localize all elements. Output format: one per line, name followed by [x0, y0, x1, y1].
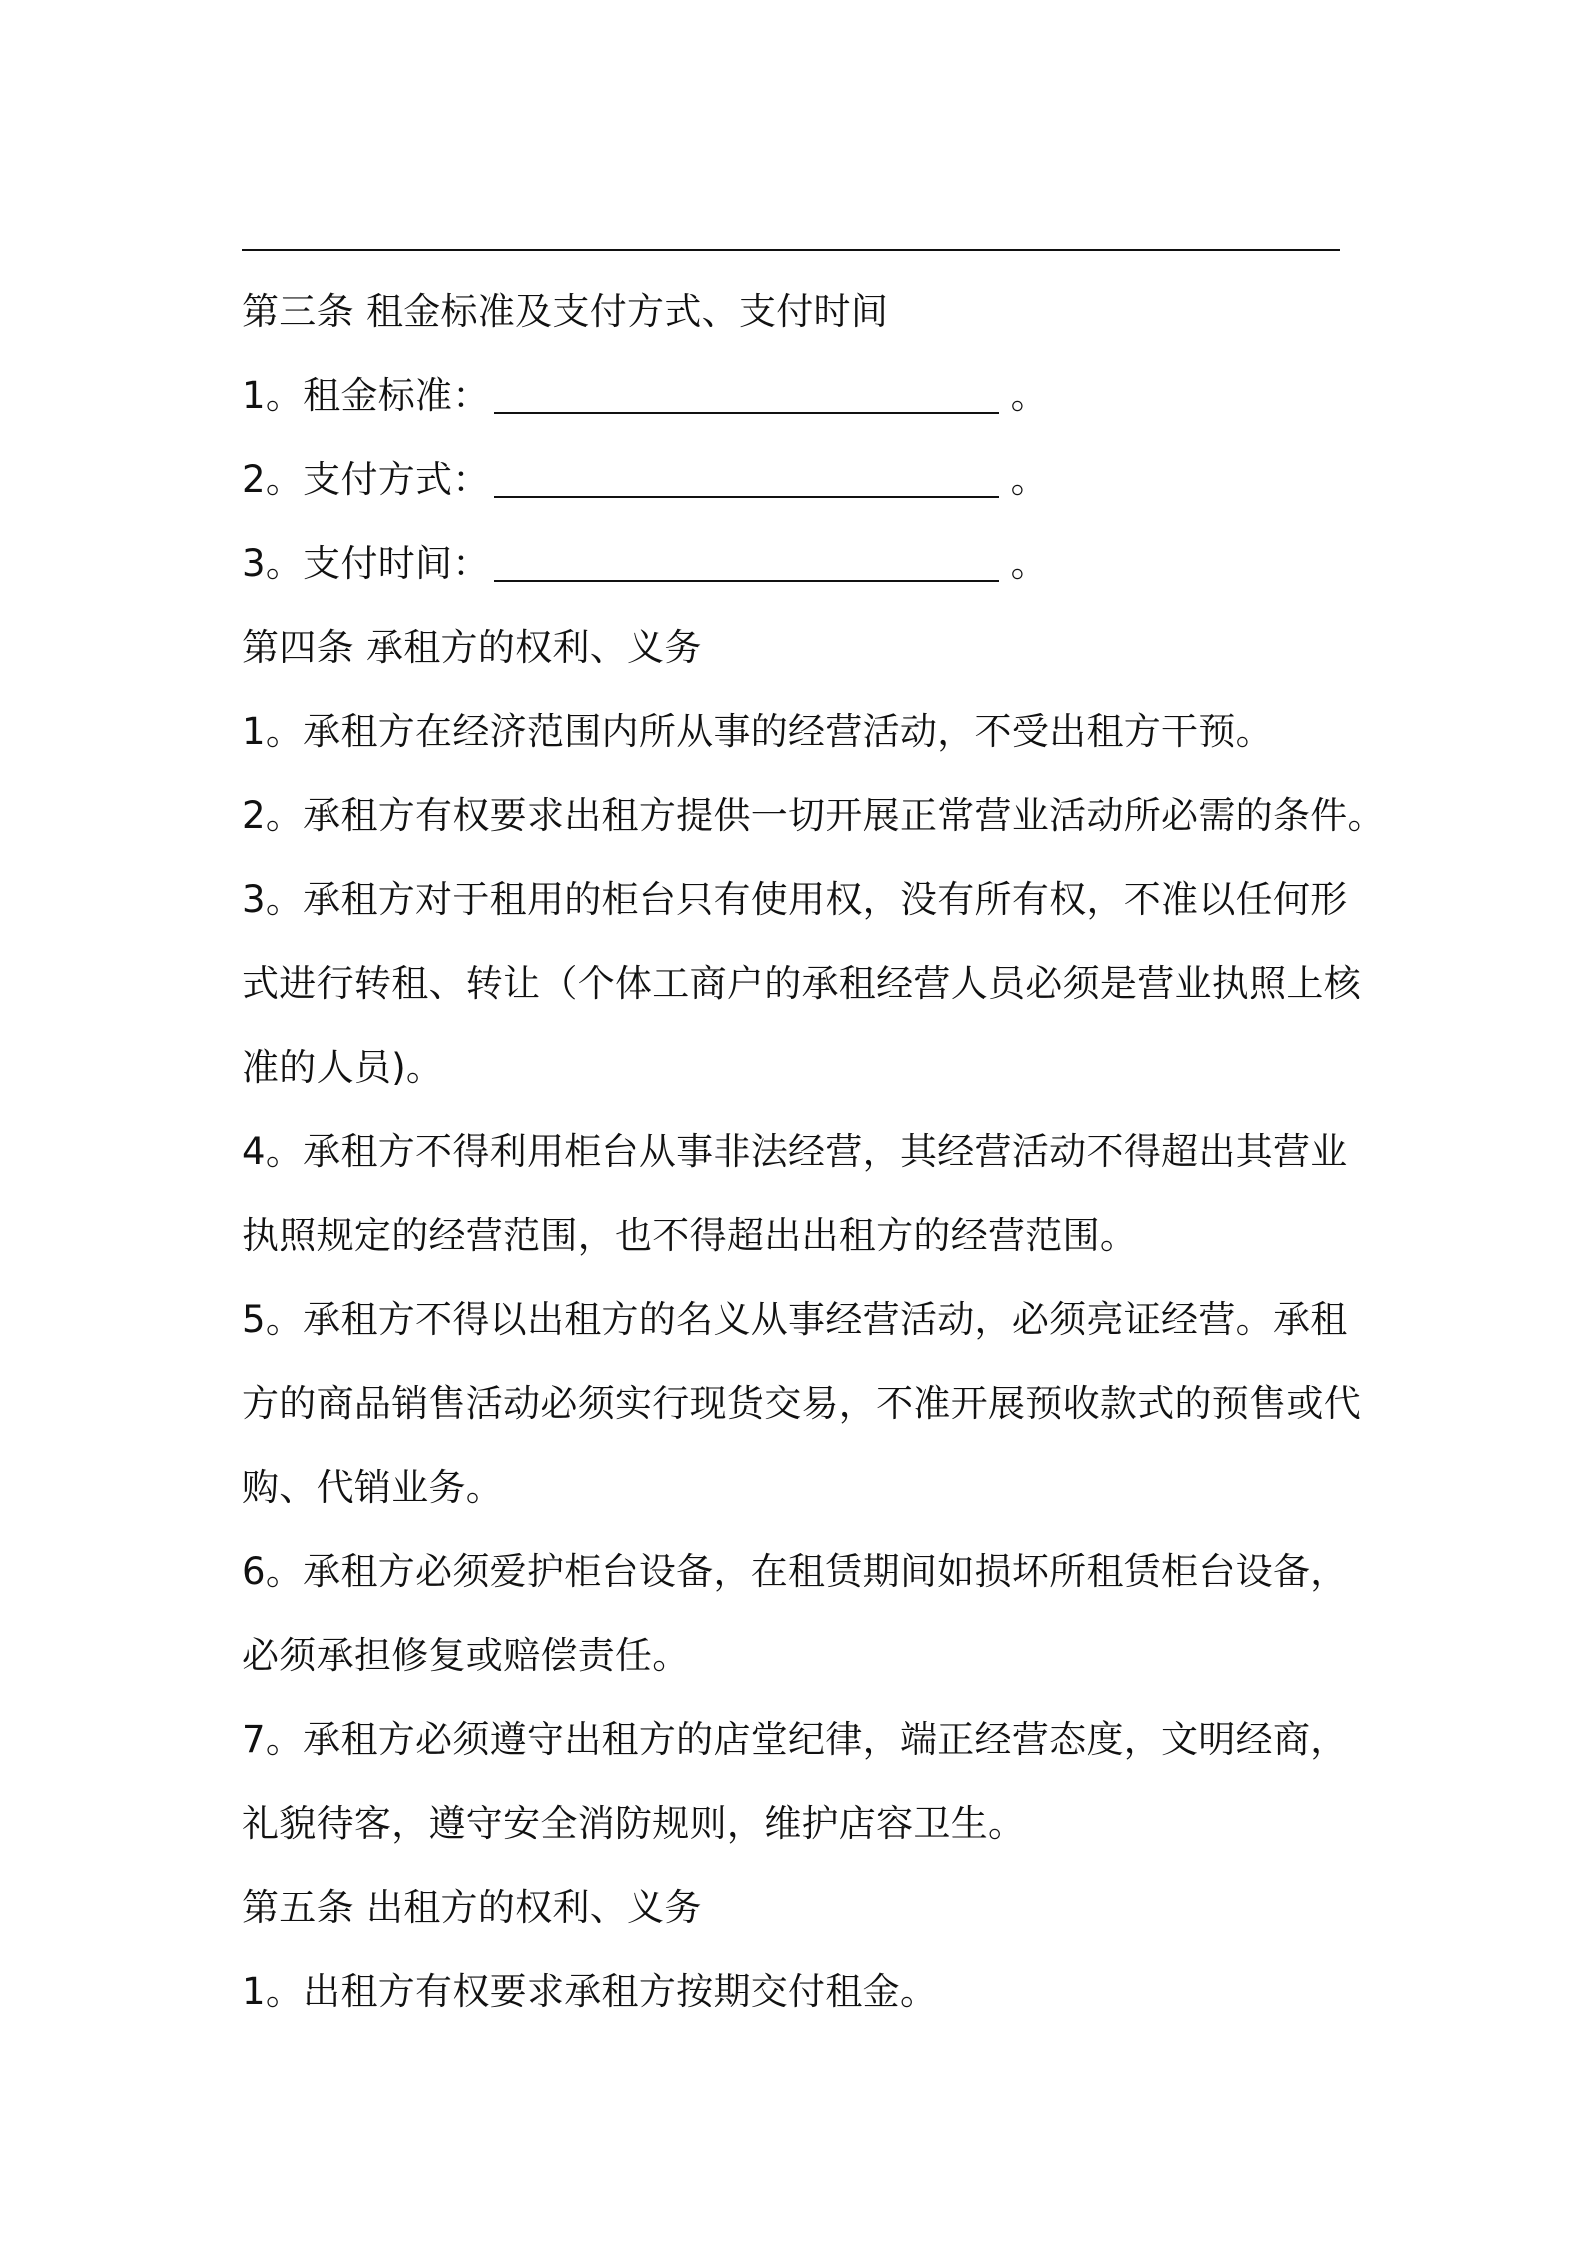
article-4-heading: 第四条 承租方的权利、义务: [242, 626, 702, 669]
article-4-line: 3。承租方对于租用的柜台只有使用权，没有所有权，不准以任何形: [242, 878, 1348, 921]
payment-time-line: [242, 522, 1048, 606]
rent-standard-blank[interactable]: [494, 376, 999, 414]
rent-standard-end: 。: [1010, 374, 1048, 417]
article-4-line: 1。承租方在经济范围内所从事的经营活动，不受出租方干预。: [242, 710, 1273, 753]
payment-method-label: 2。支付方式：: [242, 458, 490, 501]
article-4-line: 准的人员)。: [242, 1046, 444, 1089]
rent-standard-line: [242, 354, 1048, 438]
article-4-line: 购、代销业务。: [242, 1466, 504, 1509]
article-4-line: 方的商品销售活动必须实行现货交易，不准开展预收款式的预售或代: [242, 1382, 1361, 1425]
payment-method-line: [242, 438, 1048, 522]
article-3-heading: 第三条 租金标准及支付方式、支付时间: [242, 290, 889, 333]
payment-method-blank[interactable]: [494, 460, 999, 498]
article-4-line: 必须承担修复或赔偿责任。: [242, 1634, 690, 1677]
top-fill-line: [242, 249, 1340, 251]
article-4-line: 7。承租方必须遵守出租方的店堂纪律，端正经营态度，文明经商，: [242, 1718, 1348, 1761]
payment-time-blank[interactable]: [494, 544, 999, 582]
payment-time-end: 。: [1010, 542, 1048, 585]
article-4-line: 4。承租方不得利用柜台从事非法经营，其经营活动不得超出其营业: [242, 1130, 1348, 1173]
payment-method-end: 。: [1010, 458, 1048, 501]
article-5-heading: 第五条 出租方的权利、义务: [242, 1886, 702, 1929]
article-4-line: 式进行转租、转让（个体工商户的承租经营人员必须是营业执照上核: [242, 962, 1361, 1005]
article-4-line: 6。承租方必须爱护柜台设备，在租赁期间如损坏所租赁柜台设备，: [242, 1550, 1348, 1593]
payment-time-label: 3。支付时间：: [242, 542, 490, 585]
rent-standard-label: 1。租金标准：: [242, 374, 490, 417]
article-5-line: 1。出租方有权要求承租方按期交付租金。: [242, 1970, 938, 2013]
article-4-line: 5。承租方不得以出租方的名义从事经营活动，必须亮证经营。承租: [242, 1298, 1348, 1341]
article-4-line: 2。承租方有权要求出租方提供一切开展正常营业活动所必需的条件。: [242, 794, 1385, 837]
article-4-line: 礼貌待客，遵守安全消防规则，维护店容卫生。: [242, 1802, 1026, 1845]
article-4-line: 执照规定的经营范围，也不得超出出租方的经营范围。: [242, 1214, 1138, 1257]
